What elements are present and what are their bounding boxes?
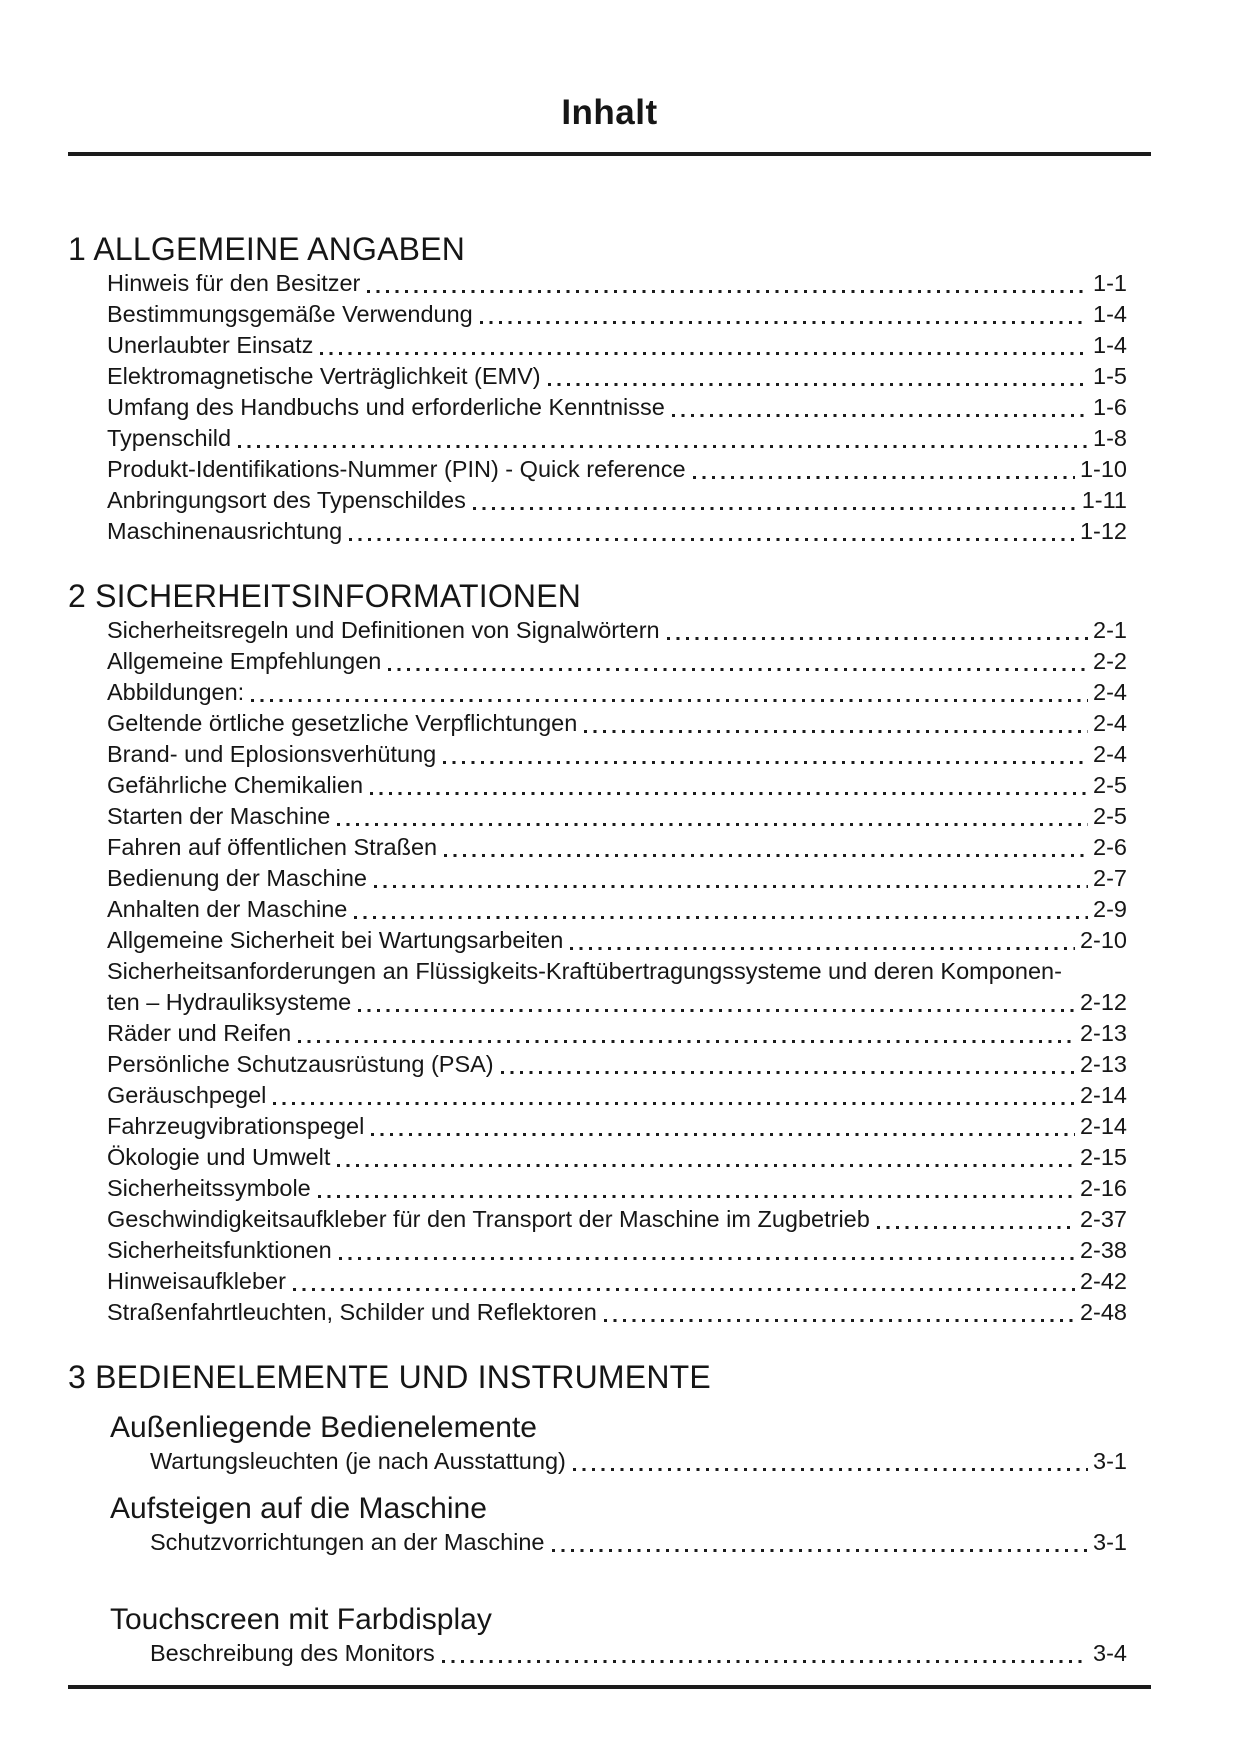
- toc-entry: [107, 485, 1151, 516]
- toc-chapter: [68, 1358, 1151, 1669]
- toc-entry-label: Anbringungsort des Typenschildes: [107, 487, 466, 513]
- toc-entry-page-number: 2-13: [1079, 1051, 1127, 1077]
- toc-entry-label: Geschwindigkeitsaufkleber für den Transport der Maschine im Zugbetrieb: [107, 1206, 870, 1232]
- toc-entry-page-number: 2-13: [1079, 1020, 1127, 1046]
- toc-entry: [107, 1080, 1151, 1111]
- toc-entry: [107, 516, 1151, 547]
- dot-leader: [293, 1288, 1075, 1291]
- toc-entry-page-number: 1-11: [1081, 487, 1127, 513]
- toc-entry: [107, 770, 1151, 801]
- dot-leader: [358, 1009, 1075, 1012]
- subsection-heading: Touchscreen mit Farbdisplay: [110, 1603, 492, 1636]
- toc-entry-label: Typenschild: [107, 425, 232, 451]
- toc-entry: [107, 1173, 1151, 1204]
- toc-entry-label: Unerlaubter Einsatz: [107, 332, 314, 358]
- dot-leader: [388, 668, 1088, 671]
- toc-entry: [107, 1266, 1151, 1297]
- toc-entry-page-number: 2-2: [1093, 648, 1127, 674]
- toc-entry-page-number: 1-5: [1093, 363, 1127, 389]
- toc-entry: [107, 454, 1151, 485]
- toc-entry-label: Produkt-Identifikations-Nummer (PIN) - Quick reference: [107, 456, 686, 482]
- toc-entry-label: Schutzvorrichtungen an der Maschine: [150, 1529, 545, 1555]
- toc-entry-page-number: 2-10: [1079, 927, 1127, 953]
- dot-leader: [573, 1468, 1088, 1471]
- toc-entry: [107, 1235, 1151, 1266]
- toc-entry-page-number: 3-1: [1093, 1448, 1127, 1474]
- toc-entry: [107, 677, 1151, 708]
- toc-entry-label: Wartungsleuchten (je nach Ausstattung): [150, 1448, 566, 1474]
- toc-entry: [107, 894, 1151, 925]
- toc-entry-label: Anhalten der Maschine: [107, 896, 348, 922]
- toc-entry-label: Abbildungen:: [107, 679, 245, 705]
- dot-leader: [444, 854, 1088, 857]
- toc-subsection: [110, 1491, 1151, 1558]
- toc-entry-page-number: 2-42: [1079, 1268, 1127, 1294]
- toc-entry-label: Sicherheitssymbole: [107, 1175, 311, 1201]
- toc-entry: [107, 1204, 1151, 1235]
- toc-entry-list: [150, 1527, 1151, 1558]
- toc-subsection: [110, 1602, 1151, 1669]
- toc-entry-page-number: 1-6: [1093, 394, 1127, 420]
- dot-leader: [371, 1133, 1075, 1136]
- dot-leader: [370, 792, 1088, 795]
- toc-entry-page-number: 2-4: [1093, 710, 1127, 736]
- toc-entry-label: Fahrzeugvibrationspegel: [107, 1113, 365, 1139]
- toc-entry-page-number: 2-14: [1079, 1082, 1127, 1108]
- toc-entry-list: [150, 1446, 1151, 1477]
- toc-entry-list: [107, 615, 1151, 1328]
- toc-entry-page-number: 2-6: [1093, 834, 1127, 860]
- toc-entry: [150, 1446, 1151, 1477]
- dot-leader: [320, 352, 1088, 355]
- toc-entry: [107, 925, 1151, 956]
- bottom-divider-rule: [68, 1685, 1151, 1689]
- toc-entry-page-number: 1-4: [1093, 301, 1127, 327]
- title-divider-rule: [68, 152, 1151, 156]
- toc-entry-label: Sicherheitsregeln und Definitionen von Signalwörtern: [107, 617, 660, 643]
- dot-leader: [442, 1660, 1088, 1663]
- toc-entry: [107, 423, 1151, 454]
- dot-leader: [604, 1319, 1075, 1322]
- toc-entry-label: Bestimmungsgemäße Verwendung: [107, 301, 473, 327]
- toc-entry-label: Räder und Reifen: [107, 1020, 292, 1046]
- toc-entry-page-number: 2-15: [1079, 1144, 1127, 1170]
- toc-entry: [107, 299, 1151, 330]
- toc-entry: [107, 739, 1151, 770]
- toc-entry-label: Beschreibung des Monitors: [150, 1640, 435, 1666]
- toc-entry-label: Sicherheitsfunktionen: [107, 1237, 332, 1263]
- subsection-heading: Außenliegende Bedienelemente: [110, 1411, 537, 1444]
- dot-leader: [273, 1102, 1075, 1105]
- toc-entry: [107, 1297, 1151, 1328]
- toc-entry-page-number: 2-38: [1079, 1237, 1127, 1263]
- toc-entry: [107, 1018, 1151, 1049]
- dot-leader: [480, 321, 1088, 324]
- toc-entry-label: Starten der Maschine: [107, 803, 331, 829]
- toc-entry-list: [107, 268, 1151, 547]
- dot-leader: [693, 476, 1075, 479]
- toc-entry: [107, 1142, 1151, 1173]
- toc-entry-page-number: 2-16: [1079, 1175, 1127, 1201]
- toc-subsection: [110, 1410, 1151, 1477]
- toc-entry-page-number: 1-10: [1079, 456, 1127, 482]
- toc-entry-page-number: 2-1: [1093, 617, 1127, 643]
- dot-leader: [318, 1195, 1075, 1198]
- toc-entry-label: Ökologie und Umwelt: [107, 1144, 331, 1170]
- chapter-heading: 1 ALLGEMEINE ANGABEN: [68, 231, 466, 267]
- toc-entry: [107, 392, 1151, 423]
- toc-entry-page-number: 2-37: [1079, 1206, 1127, 1232]
- dot-leader: [339, 1257, 1075, 1260]
- toc-entry-label: Geltende örtliche gesetzliche Verpflichtungen: [107, 710, 578, 736]
- subsection-heading: Aufsteigen auf die Maschine: [110, 1492, 487, 1525]
- toc-entry-page-number: 2-48: [1079, 1299, 1127, 1325]
- toc-entry-page-number: 2-12: [1079, 989, 1127, 1015]
- toc-entry-page-number: 2-5: [1093, 803, 1127, 829]
- toc-entry-label: Hinweis für den Besitzer: [107, 270, 361, 296]
- toc-entry-page-number: 2-9: [1093, 896, 1127, 922]
- toc-entry: [107, 708, 1151, 739]
- dot-leader: [238, 445, 1088, 448]
- toc-entry: [107, 801, 1151, 832]
- toc-entry-label: Allgemeine Empfehlungen: [107, 648, 382, 674]
- toc-entry-label: Bedienung der Maschine: [107, 865, 367, 891]
- dot-leader: [877, 1226, 1075, 1229]
- toc-entry-page-number: 3-4: [1093, 1640, 1127, 1666]
- toc-entry-page-number: 1-1: [1093, 270, 1127, 296]
- toc-entry-page-number: 2-4: [1093, 679, 1127, 705]
- dot-leader: [584, 730, 1088, 733]
- dot-leader: [337, 823, 1088, 826]
- toc-entry-label: ten – Hydrauliksysteme: [107, 989, 352, 1015]
- dot-leader: [672, 414, 1088, 417]
- toc-entry-page-number: 1-8: [1093, 425, 1127, 451]
- toc-entry: [150, 1527, 1151, 1558]
- toc-entry-label: Straßenfahrtleuchten, Schilder und Reflektoren: [107, 1299, 597, 1325]
- dot-leader: [298, 1040, 1075, 1043]
- toc-entry: [150, 1638, 1151, 1669]
- page-title: Inhalt: [561, 93, 658, 132]
- toc-entry-label: Allgemeine Sicherheit bei Wartungsarbeiten: [107, 927, 564, 953]
- toc-entry-page-number: 1-12: [1079, 518, 1127, 544]
- dot-leader: [548, 383, 1088, 386]
- dot-leader: [251, 699, 1088, 702]
- toc-entry-wrapped-line: Sicherheitsanforderungen an Flüssigkeits-Kraftübertragungssysteme und deren Komponen-: [107, 958, 1062, 984]
- toc-entry-page-number: 2-14: [1079, 1113, 1127, 1139]
- toc-entry-label: Hinweisaufkleber: [107, 1268, 286, 1294]
- toc-entry: [107, 832, 1151, 863]
- toc-entry-label: Gefährliche Chemikalien: [107, 772, 364, 798]
- dot-leader: [667, 637, 1088, 640]
- toc-entry: [107, 1111, 1151, 1142]
- chapter-heading: 3 BEDIENELEMENTE UND INSTRUMENTE: [68, 1359, 711, 1395]
- toc-entry-label: Geräuschpegel: [107, 1082, 267, 1108]
- dot-leader: [570, 947, 1075, 950]
- toc-entry-label: Persönliche Schutzausrüstung (PSA): [107, 1051, 494, 1077]
- toc-entry-page-number: 2-4: [1093, 741, 1127, 767]
- table-of-contents: [68, 230, 1151, 1669]
- toc-entry: [107, 330, 1151, 361]
- toc-entry-page-number: 1-4: [1093, 332, 1127, 358]
- toc-entry: [107, 646, 1151, 677]
- toc-entry: [107, 987, 1151, 1018]
- toc-entry: [107, 268, 1151, 299]
- dot-leader: [349, 538, 1075, 541]
- dot-leader: [354, 916, 1088, 919]
- toc-entry: [107, 615, 1151, 646]
- dot-leader: [473, 507, 1077, 510]
- toc-entry-list: [150, 1638, 1151, 1669]
- toc-entry-page-number: 2-7: [1093, 865, 1127, 891]
- toc-entry-label: Umfang des Handbuchs und erforderliche Kenntnisse: [107, 394, 665, 420]
- dot-leader: [337, 1164, 1075, 1167]
- dot-leader: [367, 290, 1088, 293]
- toc-entry-label: Brand- und Eplosionsverhütung: [107, 741, 437, 767]
- chapter-heading: 2 SICHERHEITSINFORMATIONEN: [68, 578, 582, 614]
- toc-entry-page-number: 3-1: [1093, 1529, 1127, 1555]
- toc-entry: [107, 863, 1151, 894]
- toc-entry-label: Elektromagnetische Verträglichkeit (EMV): [107, 363, 541, 389]
- toc-entry: [107, 1049, 1151, 1080]
- dot-leader: [443, 761, 1088, 764]
- toc-chapter: [68, 230, 1151, 547]
- dot-leader: [374, 885, 1088, 888]
- toc-entry: [107, 361, 1151, 392]
- toc-chapter: [68, 577, 1151, 1328]
- dot-leader: [501, 1071, 1075, 1074]
- toc-entry-label: Maschinenausrichtung: [107, 518, 343, 544]
- toc-entry-page-number: 2-5: [1093, 772, 1127, 798]
- toc-entry-label: Fahren auf öffentlichen Straßen: [107, 834, 438, 860]
- dot-leader: [552, 1549, 1089, 1552]
